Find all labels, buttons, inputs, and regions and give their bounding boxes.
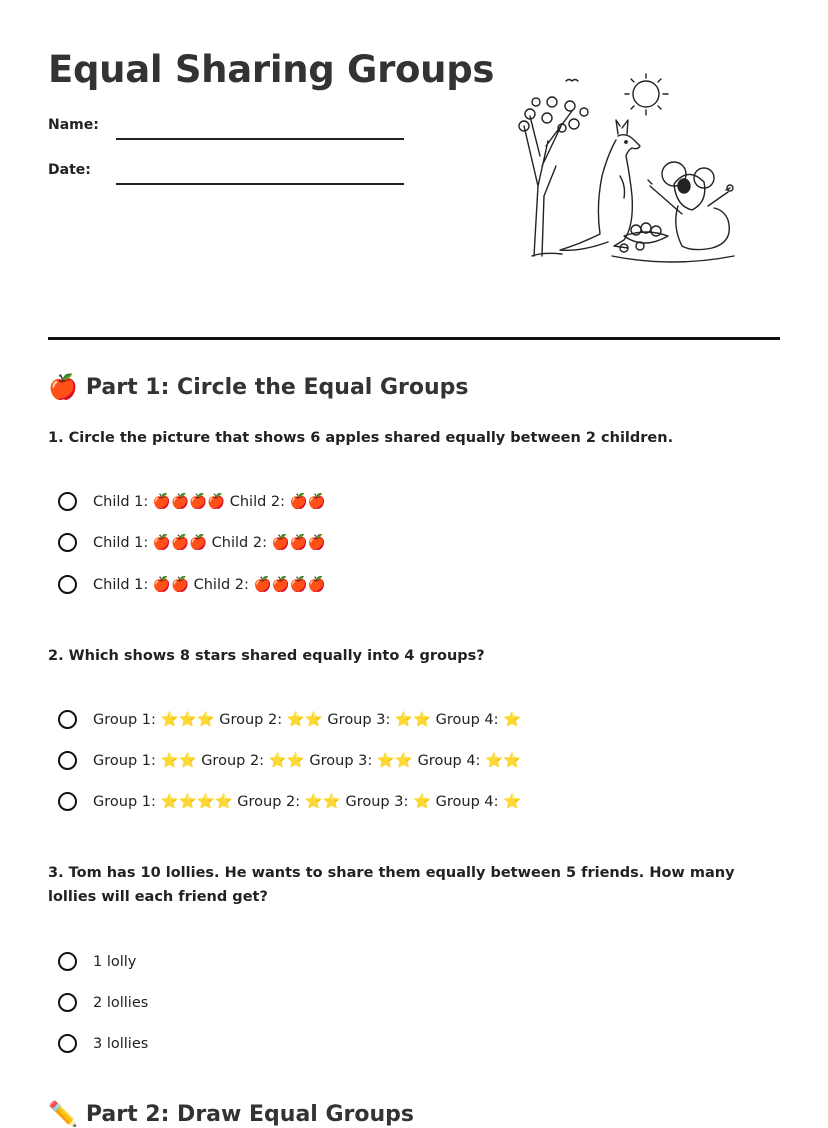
radio-button[interactable] — [58, 751, 77, 770]
radio-button[interactable] — [58, 533, 77, 552]
question-3: 3. Tom has 10 lollies. He wants to share them equally between 5 friends. How many lollies will each friend get? — [48, 865, 735, 905]
radio-button[interactable] — [58, 993, 77, 1012]
part2-title: Part 2: Draw Equal Groups — [85, 1101, 415, 1127]
q3-option-3[interactable] — [58, 1034, 148, 1053]
part1-title: Part 1: Circle the Equal Groups — [85, 374, 469, 400]
option-label: Child 1: 🍎🍎 Child 2: 🍎🍎🍎🍎 — [93, 577, 326, 593]
q2-option-3[interactable] — [58, 792, 521, 811]
radio-button[interactable] — [58, 952, 77, 971]
name-field-line[interactable] — [116, 138, 404, 140]
option-label: Group 1: ⭐⭐⭐⭐ Group 2: ⭐⭐ Group 3: ⭐ Group 4: ⭐ — [93, 794, 522, 810]
option-label: Group 1: ⭐⭐⭐ Group 2: ⭐⭐ Group 3: ⭐⭐ Group 4: ⭐ — [93, 712, 522, 728]
q1-option-1[interactable] — [58, 492, 326, 511]
name-label: Name: — [48, 117, 99, 133]
radio-button[interactable] — [58, 492, 77, 511]
tree-icon — [519, 97, 588, 256]
apple-icon: 🍎 — [48, 373, 78, 401]
part2-heading — [48, 1100, 414, 1128]
q2-option-1[interactable] — [58, 710, 521, 729]
radio-button[interactable] — [58, 1034, 77, 1053]
page-title: Equal Sharing Groups — [48, 48, 495, 91]
q1-option-2[interactable] — [58, 533, 326, 552]
sun-icon — [625, 74, 668, 115]
section-divider — [48, 337, 780, 340]
option-label: Child 1: 🍎🍎🍎🍎 Child 2: 🍎🍎 — [93, 494, 326, 510]
radio-button[interactable] — [58, 575, 77, 594]
option-label: 3 lollies — [93, 1035, 149, 1052]
option-label: Group 1: ⭐⭐ Group 2: ⭐⭐ Group 3: ⭐⭐ Group 4: ⭐⭐ — [93, 753, 522, 769]
fruit-bowl-icon — [612, 223, 734, 262]
kangaroo-koala-illustration — [512, 66, 742, 270]
q2-option-2[interactable] — [58, 751, 521, 770]
question-2: 2. Which shows 8 stars shared equally into 4 groups? — [48, 648, 485, 664]
radio-button[interactable] — [58, 710, 77, 729]
radio-button[interactable] — [58, 792, 77, 811]
part1-heading — [48, 373, 469, 401]
q3-option-1[interactable] — [58, 952, 136, 971]
date-field-line[interactable] — [116, 183, 404, 185]
q3-option-2[interactable] — [58, 993, 148, 1012]
option-label: 2 lollies — [93, 994, 149, 1011]
question-1: 1. Circle the picture that shows 6 apples shared equally between 2 children. — [48, 430, 674, 446]
date-label: Date: — [48, 162, 91, 178]
option-label: 1 lolly — [93, 953, 137, 970]
koala-icon — [648, 162, 733, 250]
q1-option-3[interactable] — [58, 575, 326, 594]
kangaroo-icon — [560, 120, 640, 250]
pencil-icon: ✏️ — [48, 1100, 78, 1128]
option-label: Child 1: 🍎🍎🍎 Child 2: 🍎🍎🍎 — [93, 535, 326, 551]
